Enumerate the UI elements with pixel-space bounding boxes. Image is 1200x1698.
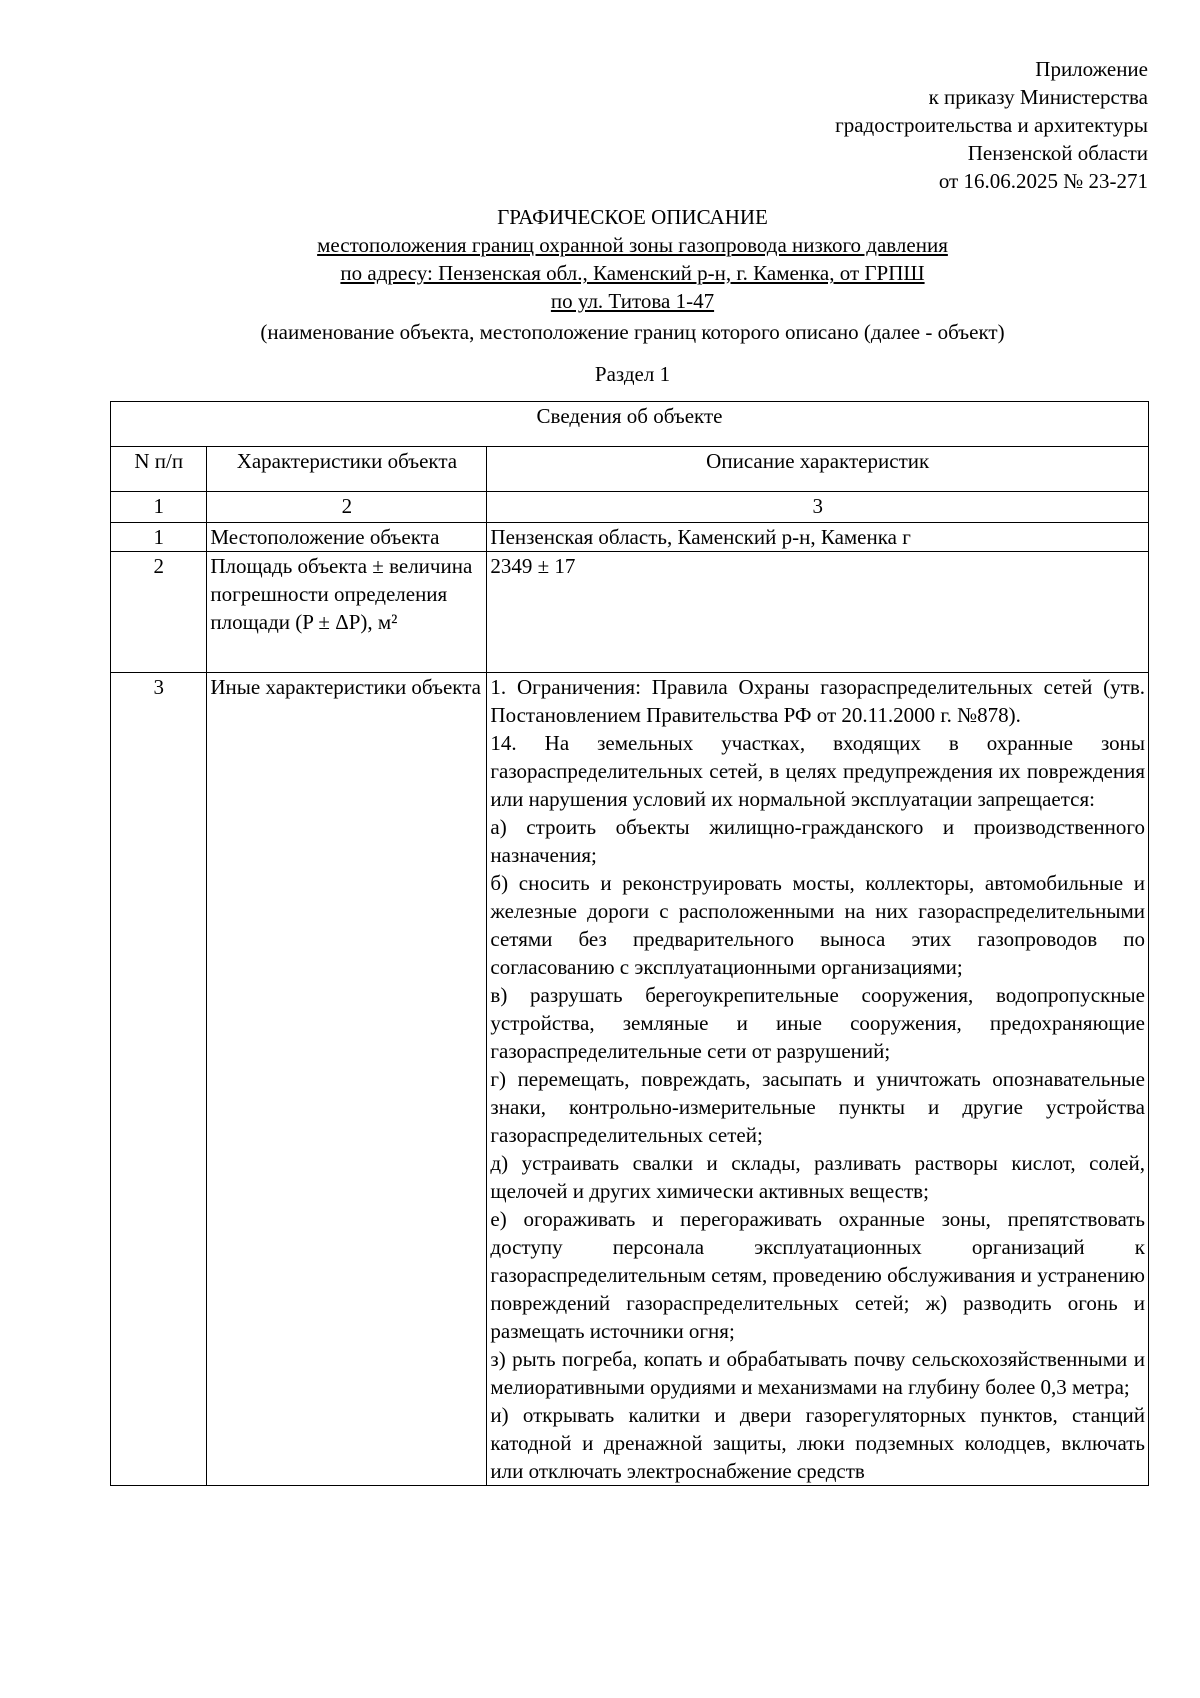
- column-number: 1: [111, 492, 207, 523]
- restriction-paragraph: г) перемещать, повреждать, засыпать и уничтожать опознавательные знаки, контрольно-измерительные пункты и другие устройства газораспределительных сетей;: [490, 1067, 1145, 1147]
- section-title: Раздел 1: [594, 362, 671, 386]
- document-title-block: [0, 203, 1200, 388]
- row-number: 1: [111, 523, 207, 552]
- restriction-paragraph: з) рыть погреба, копать и обрабатывать почву сельскохозяйственными и мелиоративными орудиями и механизмами на глубину более 0,3 метра;: [490, 1347, 1145, 1399]
- object-name-line: по ул. Титова 1-47: [550, 289, 715, 313]
- restriction-paragraph: в) разрушать берегоукрепительные сооружения, водопропускные устройства, земляные и иные сооружения, предохраняющие газораспределительные сети от разрушений;: [490, 983, 1145, 1063]
- row-characteristic: Иные характеристики объекта: [207, 673, 487, 1486]
- column-header: Описание характеристик: [487, 447, 1149, 492]
- appendix-block: [835, 55, 1148, 195]
- object-name-line: местоположения границ охранной зоны газопровода низкого давления: [317, 233, 948, 257]
- restriction-paragraph: е) огораживать и перегораживать охранные зоны, препятствовать доступу персонала эксплуатационных организаций к газораспределительным сетям, проведению обслуживания и устранению повреждений газораспределительных сетей; ж) разводить огонь и размещать источники огня;: [490, 1207, 1145, 1343]
- object-name-hint: (наименование объекта, местоположение границ которого описано (далее - объект): [260, 320, 1005, 344]
- table-row: [111, 673, 1149, 1486]
- table-caption: Сведения об объекте: [111, 402, 1149, 447]
- row-characteristic: Местоположение объекта: [207, 523, 487, 552]
- appendix-line: к приказу Министерства: [928, 85, 1148, 109]
- row-characteristic: Площадь объекта ± величина погрешности определения площади (P ± ΔP), м²: [207, 552, 487, 673]
- appendix-line: градостроительства и архитектуры: [835, 113, 1148, 137]
- object-name-line: по адресу: Пензенская обл., Каменский р-н, г. Каменка, от ГРПШ: [340, 261, 925, 285]
- row-description: [487, 673, 1149, 1486]
- document-title: ГРАФИЧЕСКОЕ ОПИСАНИЕ: [497, 205, 768, 229]
- appendix-order-line: от 16.06.2025 № 23-271: [938, 169, 1148, 193]
- row-description: 2349 ± 17: [487, 552, 1149, 673]
- table-row: [111, 552, 1149, 673]
- column-header: N п/п: [111, 447, 207, 492]
- column-number: 2: [207, 492, 487, 523]
- appendix-line: Приложение: [1035, 57, 1148, 81]
- restriction-paragraph: 1. Ограничения: Правила Охраны газораспределительных сетей (утв. Постановлением Правительства РФ от 20.11.2000 г. №878).: [490, 675, 1145, 727]
- appendix-line: Пензенской области: [967, 141, 1148, 165]
- restriction-paragraph: д) устраивать свалки и склады, разливать растворы кислот, солей, щелочей и других химически активных веществ;: [490, 1151, 1145, 1203]
- restriction-paragraph: а) строить объекты жилищно-гражданского и производственного назначения;: [490, 815, 1145, 867]
- row-number: 2: [111, 552, 207, 673]
- restriction-paragraph: б) сносить и реконструировать мосты, коллекторы, автомобильные и железные дороги с расположенными на них газораспределительными сетями без предварительного выноса этих газопроводов по согласованию с эксплуатационными организациями;: [490, 871, 1145, 979]
- restriction-paragraph: 14. На земельных участках, входящих в охранные зоны газораспределительных сетей, в целях предупреждения их повреждения или нарушения условий их нормальной эксплуатации запрещается:: [490, 731, 1145, 811]
- row-description: Пензенская область, Каменский р-н, Каменка г: [487, 523, 1149, 552]
- column-number: 3: [487, 492, 1149, 523]
- column-header: Характеристики объекта: [207, 447, 487, 492]
- restriction-paragraph: и) открывать калитки и двери газорегуляторных пунктов, станций катодной и дренажной защиты, люки подземных колодцев, включать или отключать электроснабжение средств: [490, 1403, 1145, 1483]
- table-row: [111, 523, 1149, 552]
- object-info-table: [110, 401, 1149, 1486]
- row-number: 3: [111, 673, 207, 1486]
